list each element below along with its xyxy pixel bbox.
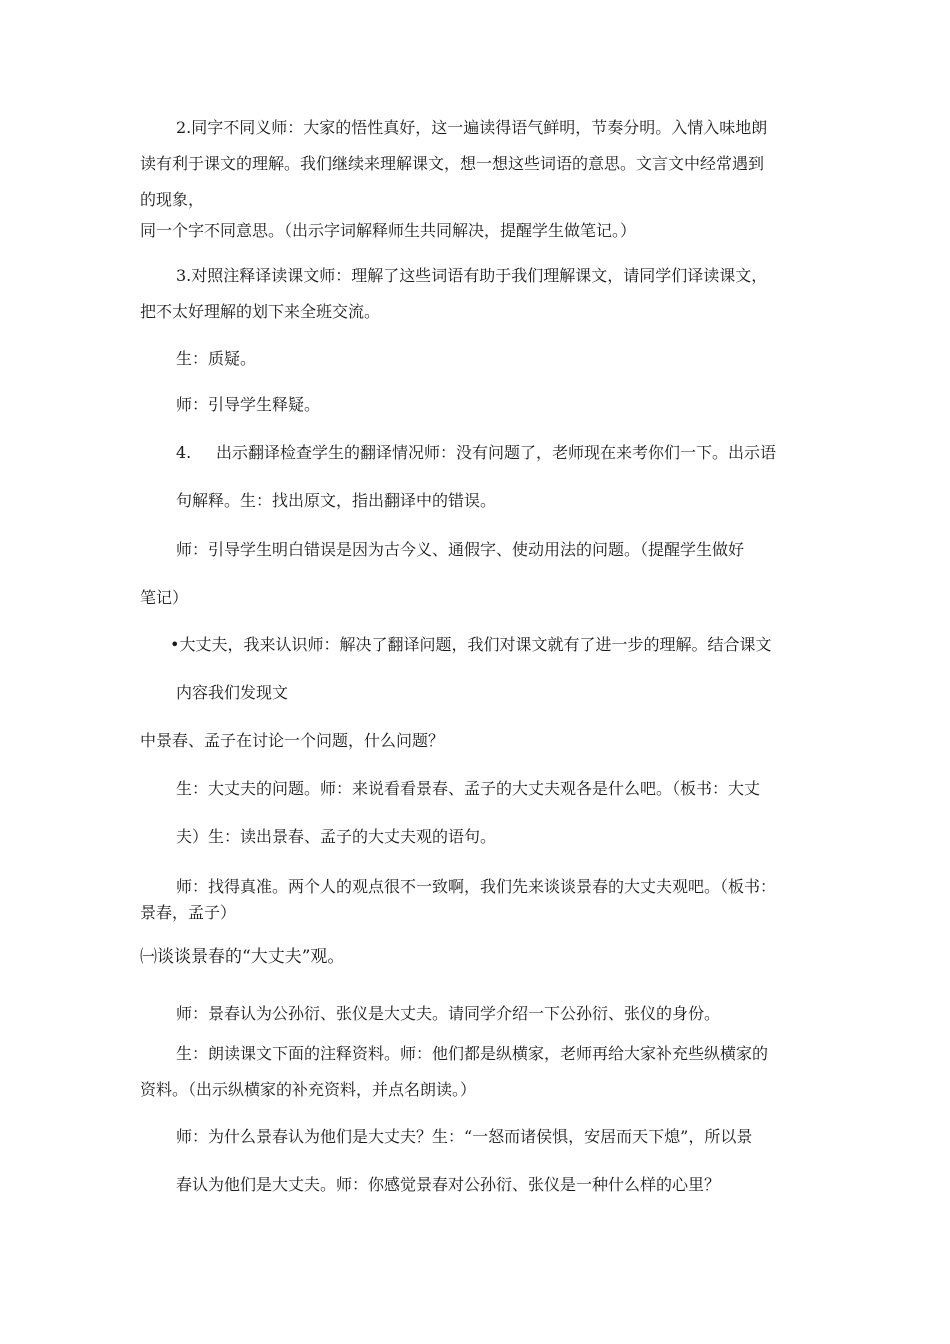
text-line: 2.同字不同义师：大家的悟性真好，这一遍读得语气鲜明，节奏分明。入情入味地朗: [176, 118, 768, 137]
text-line: 出示翻译检查学生的翻译情况师：没有问题了，老师现在来考你们一下。出示语: [216, 443, 777, 462]
text-line: 春认为他们是大丈夫。师：你感觉景春对公孙衍、张仪是一种什么样的心里？: [176, 1175, 721, 1194]
text-line: 师：引导学生明白错误是因为古今义、通假字、使动用法的问题。（提醒学生做好: [176, 540, 745, 559]
text-line: 生：质疑。: [176, 349, 257, 368]
text-line: •大丈夫，我来认识师：解决了翻译问题，我们对课文就有了进一步的理解。结合课文: [170, 635, 772, 654]
list-number: 4.: [176, 443, 192, 462]
text-line: 生：朗读课文下面的注释资料。师：他们都是纵横家，老师再给大家补充些纵横家的: [176, 1044, 769, 1063]
text-line: 师：景春认为公孙衍、张仪是大丈夫。请同学介绍一下公孙衍、张仪的身份。: [176, 1004, 721, 1023]
text-line: 句解释。生：找出原文，指出翻译中的错误。: [176, 491, 497, 510]
text-line: 师：找得真准。两个人的观点很不一致啊，我们先来谈谈景春的大丈夫观吧。（板书：: [176, 877, 777, 896]
text-line: 的现象，: [140, 190, 205, 209]
text-line: 同一个字不同意思。（出示字词解释师生共同解决，提醒学生做笔记。）: [140, 221, 637, 240]
text-line: 中景春、孟子在讨论一个问题，什么问题？: [140, 731, 445, 750]
text-line: 师：为什么景春认为他们是大丈夫？生：“一怒而诸侯惧，安居而天下熄”，所以景: [176, 1127, 753, 1146]
text-line: 3.对照注释译读课文师：理解了这些词语有助于我们理解课文，请同学们译读课文，: [176, 266, 768, 285]
text-line: 景春，孟子）: [140, 903, 237, 922]
section-heading: ㈠谈谈景春的“大丈夫”观。: [140, 947, 345, 967]
text-line: 读有利于课文的理解。我们继续来理解课文，想一想这些词语的意思。文言文中经常遇到: [140, 154, 765, 173]
text-line: 生：大丈夫的问题。师：来说看看景春、孟子的大丈夫观各是什么吧。（板书：大丈: [176, 779, 761, 798]
text-line: 内容我们发现文: [176, 683, 289, 702]
text-line: 笔记）: [140, 588, 189, 607]
text-line: 资料。（出示纵横家的补充资料，并点名朗读。）: [140, 1080, 477, 1099]
text-line: 师：引导学生释疑。: [176, 395, 321, 414]
text-line: 夫）生：读出景春、孟子的大丈夫观的语句。: [176, 827, 497, 846]
text-line: 把不太好理解的划下来全班交流。: [140, 302, 381, 321]
